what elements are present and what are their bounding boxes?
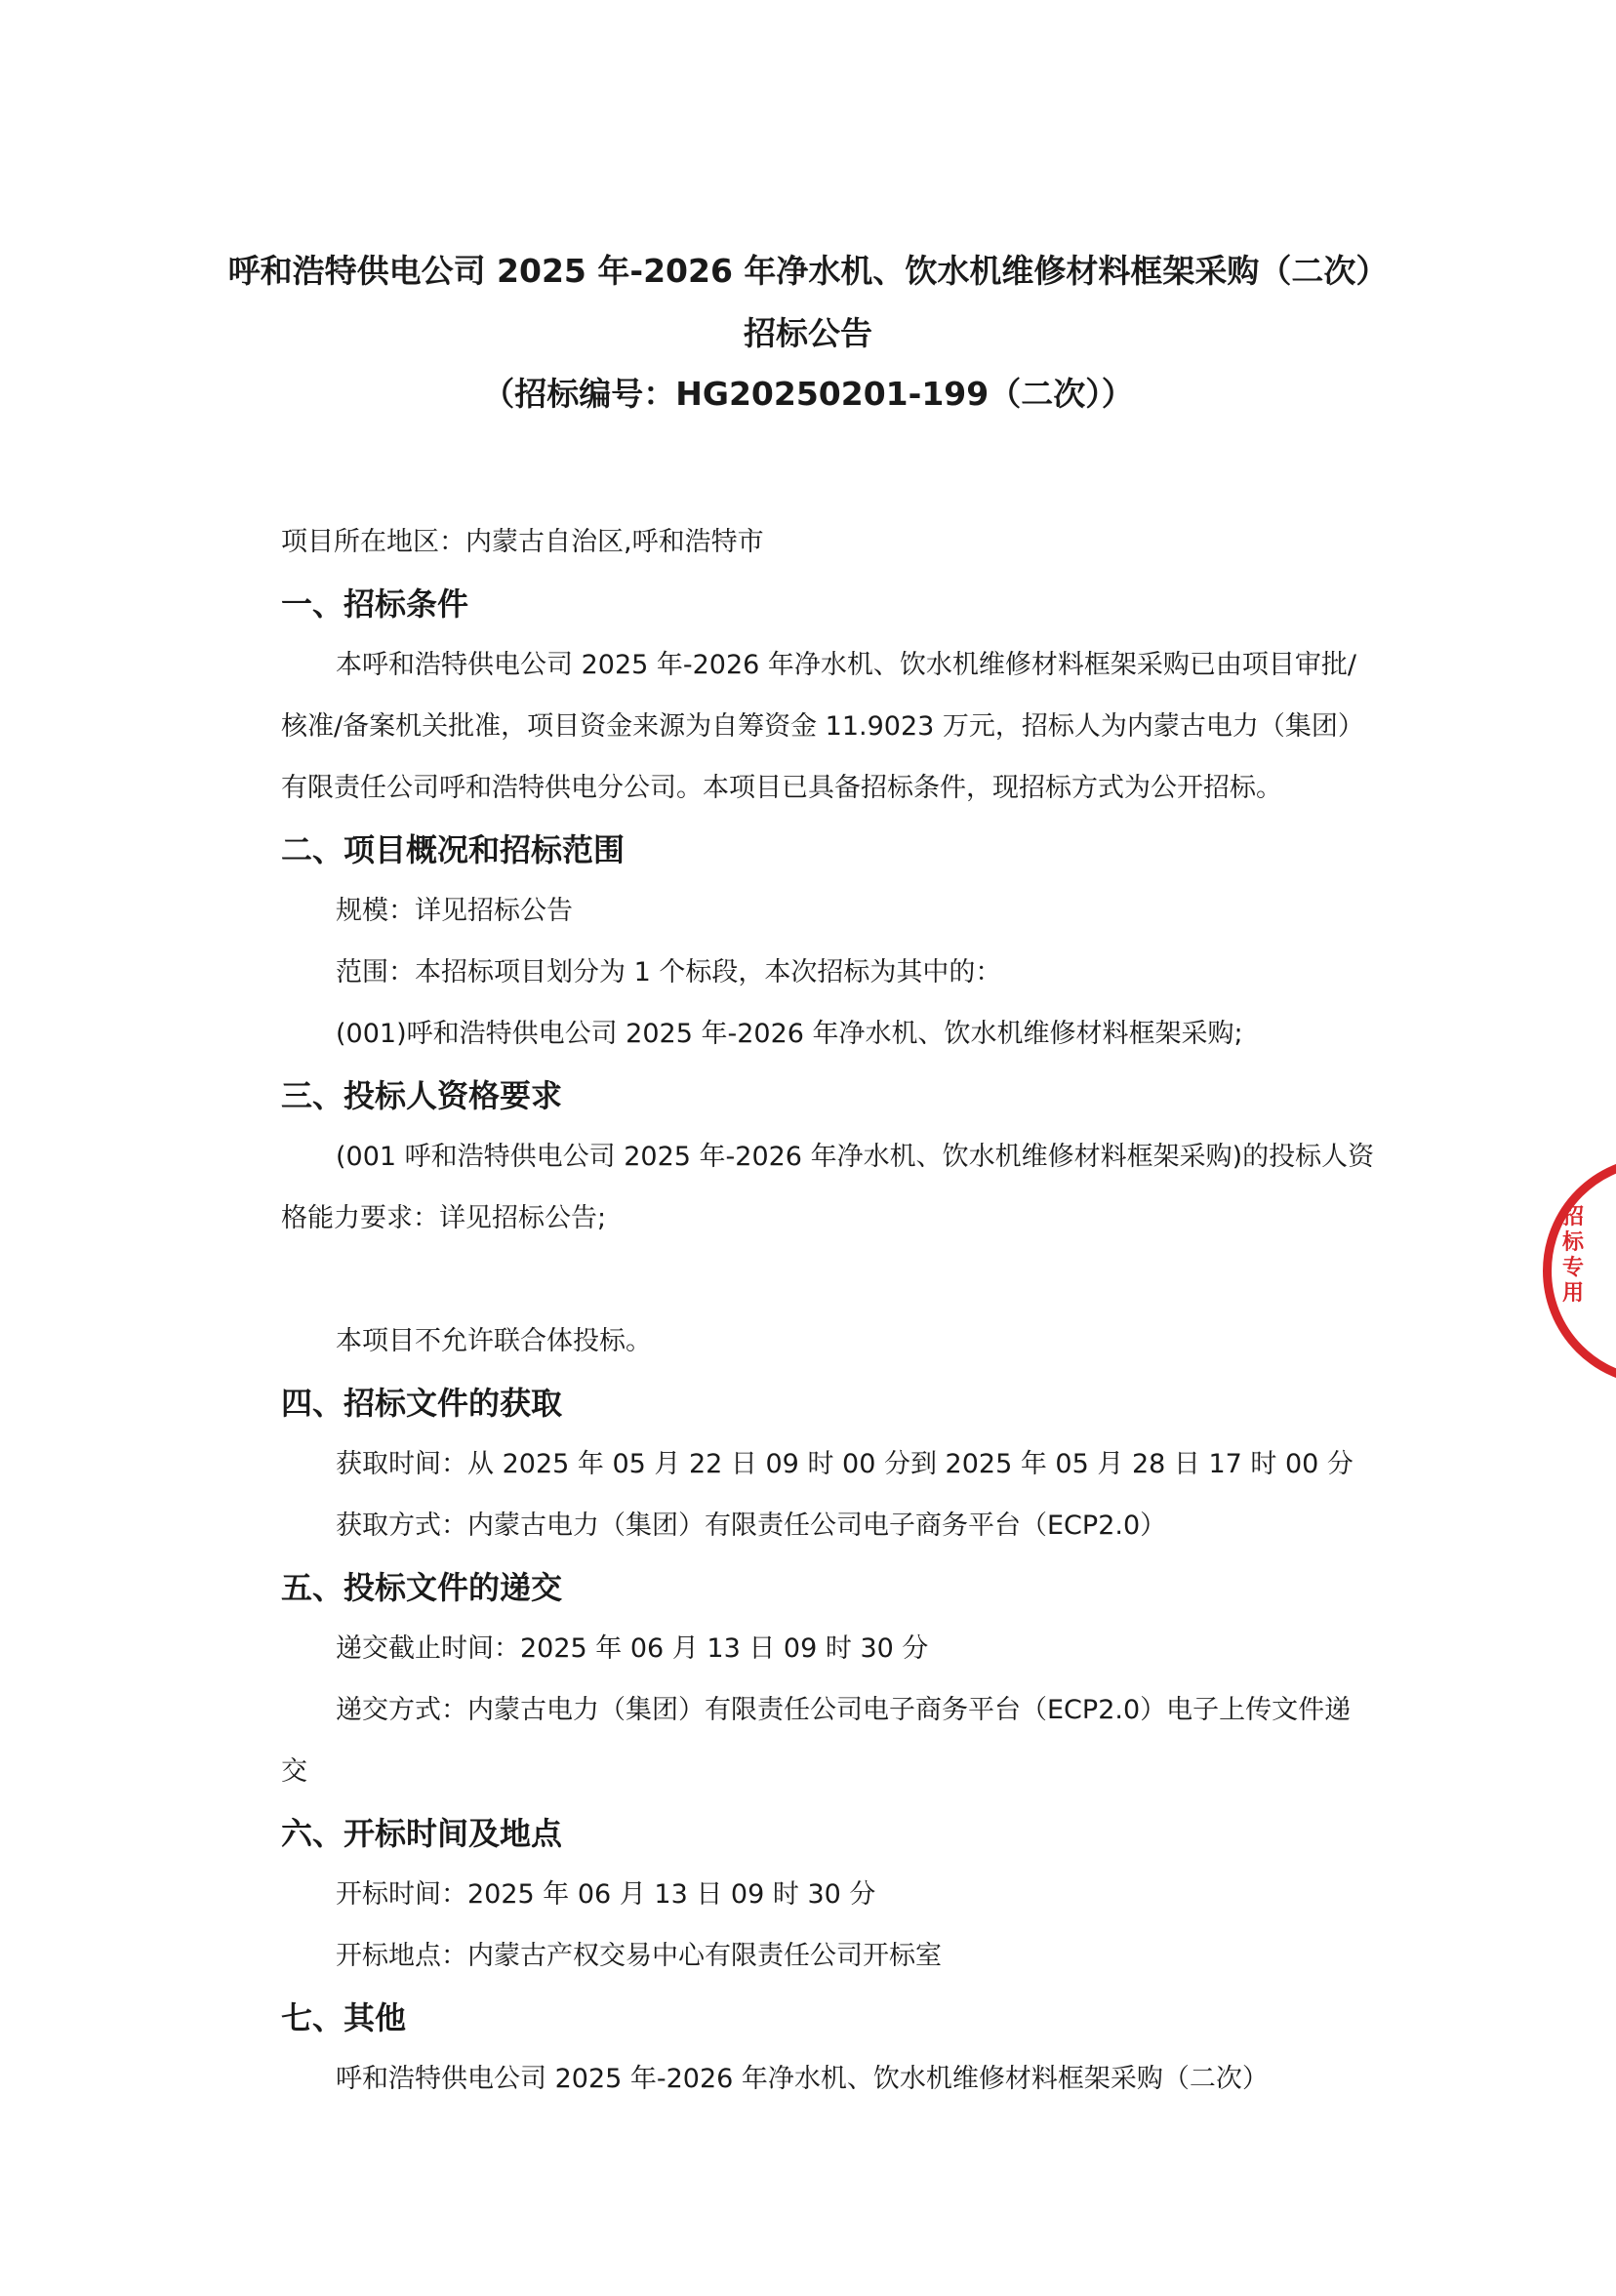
project-scale: 规模：详见招标公告 — [336, 896, 573, 926]
official-seal-stamp — [1543, 1156, 1616, 1386]
section-heading-bid-submission: 五、投标文件的递交 — [281, 1569, 563, 1606]
project-scope: 范围：本招标项目划分为 1 个标段，本次招标为其中的： — [336, 957, 1002, 987]
section1-paragraph-line2: 核准/备案机关批准，项目资金来源为自筹资金 11.9023 万元，招标人为内蒙古电力（集团） — [281, 711, 1364, 742]
section1-paragraph-line3: 有限责任公司呼和浩特供电分公司。本项目已具备招标条件，现招标方式为公开招标。 — [281, 773, 1282, 803]
section3-paragraph-line2: 格能力要求：详见招标公告; — [281, 1203, 607, 1233]
document-body — [281, 524, 1379, 2098]
bid-opening-time: 开标时间：2025 年 06 月 13 日 09 时 30 分 — [336, 1879, 876, 1910]
section-heading-bidding-conditions: 一、招标条件 — [281, 585, 469, 623]
document-title: 呼和浩特供电公司 2025 年-2026 年净水机、饮水机维修材料框架采购（二次） — [227, 252, 1389, 290]
section3-paragraph-line1: (001 呼和浩特供电公司 2025 年-2026 年净水机、饮水机维修材料框架采购)的投标人资 — [336, 1142, 1375, 1172]
bid-opening-place: 开标地点：内蒙古产权交易中心有限责任公司开标室 — [336, 1941, 942, 1971]
submission-method-line2: 交 — [281, 1756, 307, 1787]
submission-method-line1: 递交方式：内蒙古电力（集团）有限责任公司电子商务平台（ECP2.0）电子上传文件递 — [336, 1695, 1352, 1725]
submission-deadline: 递交截止时间：2025 年 06 月 13 日 09 时 30 分 — [336, 1633, 929, 1664]
acquisition-time: 获取时间：从 2025 年 05 月 22 日 09 时 00 分到 2025 年 05 月 28 日 17 时 00 分 — [336, 1449, 1353, 1479]
document-title-type: 招标公告 — [744, 314, 872, 352]
tender-number: （招标编号：HG20250201-199（二次）） — [482, 375, 1134, 413]
section-heading-other: 七、其他 — [281, 1999, 407, 2036]
joint-bid-note: 本项目不允许联合体投标。 — [336, 1326, 652, 1356]
project-region: 项目所在地区：内蒙古自治区,呼和浩特市 — [281, 527, 764, 557]
section-heading-bid-opening: 六、开标时间及地点 — [281, 1815, 563, 1852]
section1-paragraph-line1: 本呼和浩特供电公司 2025 年-2026 年净水机、饮水机维修材料框架采购已由项目审批/ — [336, 650, 1357, 680]
bid-lot-item: (001)呼和浩特供电公司 2025 年-2026 年净水机、饮水机维修材料框架采购; — [336, 1019, 1243, 1049]
seal-text: 招标专用 — [1562, 1205, 1586, 1306]
section-heading-document-acquisition: 四、招标文件的获取 — [281, 1385, 563, 1422]
acquisition-method: 获取方式：内蒙古电力（集团）有限责任公司电子商务平台（ECP2.0） — [336, 1511, 1167, 1541]
title-block — [0, 252, 1616, 414]
section-heading-project-overview: 二、项目概况和招标范围 — [281, 831, 626, 868]
section-heading-bidder-qualifications: 三、投标人资格要求 — [281, 1077, 563, 1114]
section7-paragraph-line1: 呼和浩特供电公司 2025 年-2026 年净水机、饮水机维修材料框架采购（二次） — [336, 2064, 1269, 2094]
